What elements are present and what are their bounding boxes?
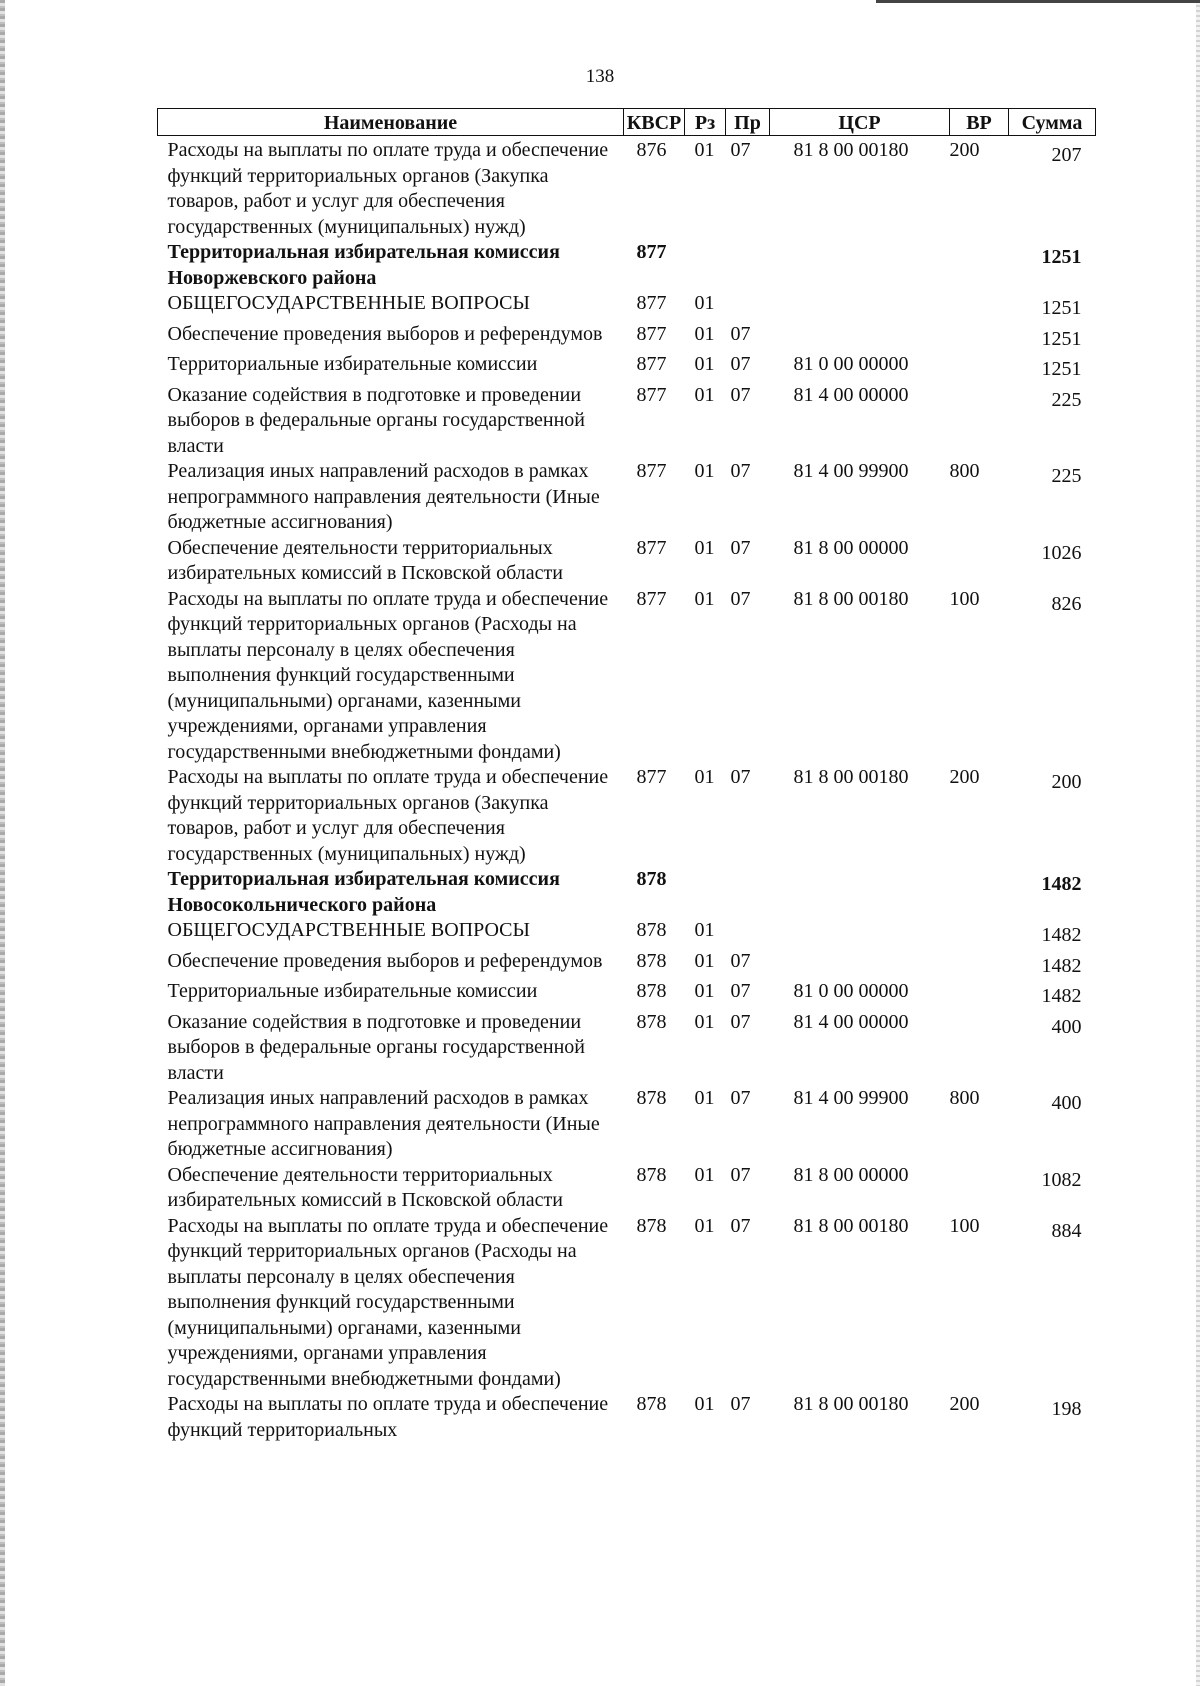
table-row [158,1010,1096,1087]
page-number: 138 [585,66,615,87]
cell-vr [950,291,1009,322]
cell-kvsr: 877 [636,241,667,263]
cell-pr: 07 [730,1393,751,1415]
cell-sum-value: 225 [1051,388,1082,411]
cell-kvsr: 878 [636,980,667,1002]
cell-sum [1009,979,1096,1010]
header-pr: Пр [726,109,770,136]
table-row [158,459,1096,536]
cell-kvsr: 877 [636,322,667,345]
cell-kvsr: 877 [636,383,667,406]
cell-vr [950,979,1009,1010]
cell-vr [950,240,1009,291]
table-row [158,979,1096,1010]
table-row [158,352,1096,383]
cell-pr: 07 [730,460,751,482]
cell-csr: 81 8 00 00180 [793,139,909,161]
cell-vr: 100 [949,1214,980,1237]
cell-kvsr: 878 [636,949,667,972]
cell-sum [1009,383,1096,460]
cell-kvsr: 878 [636,1087,667,1109]
cell-rz: 01 [694,1214,715,1237]
table-row [158,1214,1096,1393]
cell-vr [950,867,1009,918]
cell-name: Территориальная избирательная комиссия Новосокольнического района [167,868,560,916]
header-vr: ВР [950,109,1009,136]
cell-sum-value: 884 [1051,1219,1082,1242]
cell-sum [1009,587,1096,766]
cell-kvsr: 878 [636,868,667,890]
cell-sum [1009,1163,1096,1214]
header-kvsr: КВСР [624,109,685,136]
table-row [158,918,1096,949]
cell-pr: 07 [730,536,751,559]
cell-pr: 07 [730,949,751,972]
cell-rz: 01 [694,139,715,161]
cell-sum [1009,1086,1096,1163]
cell-sum-value: 198 [1051,1398,1082,1420]
table-body [158,136,1096,1444]
cell-sum-value: 1482 [1041,954,1082,977]
cell-name: Обеспечение деятельности территориальных избирательных комиссий в Псковской области [167,1163,563,1211]
cell-sum-value: 1251 [1041,358,1082,380]
cell-pr: 07 [730,1163,751,1186]
cell-sum [1009,949,1096,980]
cell-vr [950,1010,1009,1087]
cell-name: Реализация иных направлений расходов в рамках непрограммного направления деятельности (Иные бюджетные ассигнования) [167,1087,600,1160]
table-row [158,765,1096,867]
cell-kvsr: 877 [636,460,667,482]
header-name: Наименование [158,109,624,136]
cell-sum-value: 1026 [1041,541,1082,564]
cell-name: Территориальные избирательные комиссии [167,980,538,1002]
cell-csr: 81 4 00 00000 [793,383,909,406]
cell-vr: 100 [949,587,980,610]
cell-sum-value: 207 [1051,144,1082,166]
cell-sum [1009,918,1096,949]
cell-csr [770,322,950,353]
cell-sum [1009,291,1096,322]
cell-sum [1009,536,1096,587]
cell-sum [1009,1010,1096,1087]
cell-sum [1009,352,1096,383]
cell-sum-value: 1251 [1041,297,1082,319]
table-row [158,587,1096,766]
cell-rz: 01 [694,353,715,375]
cell-vr: 200 [949,766,980,788]
cell-name: Обеспечение проведения выборов и референдумов [167,322,603,345]
table-row [158,1086,1096,1163]
cell-sum-value: 1251 [1041,246,1082,268]
cell-name: Расходы на выплаты по оплате труда и обеспечение функций территориальных [167,1393,609,1441]
cell-pr: 07 [730,1010,751,1033]
table-row [158,383,1096,460]
cell-rz: 01 [694,536,715,559]
cell-sum-value: 826 [1051,592,1082,615]
table-row [158,136,1096,241]
cell-csr: 81 8 00 00180 [793,766,909,788]
cell-csr: 81 8 00 00000 [793,536,909,559]
cell-csr: 81 8 00 00180 [793,587,909,610]
cell-kvsr: 877 [636,766,667,788]
cell-pr: 07 [730,980,751,1002]
cell-kvsr: 877 [636,536,667,559]
cell-pr: 07 [730,322,751,345]
cell-rz: 01 [694,766,715,788]
cell-rz: 01 [694,1393,715,1415]
cell-pr: 07 [730,766,751,788]
cell-name: Обеспечение проведения выборов и референдумов [167,949,603,972]
cell-vr [950,322,1009,353]
cell-pr [726,867,770,918]
cell-sum-value: 1082 [1041,1168,1082,1191]
cell-csr: 81 8 00 00000 [793,1163,909,1186]
cell-csr: 81 8 00 00180 [793,1393,909,1415]
cell-vr: 200 [949,139,980,161]
cell-name: Оказание содействия в подготовке и проведении выборов в федеральные органы государственной власти [167,383,585,457]
cell-csr: 81 8 00 00180 [793,1214,909,1237]
cell-csr [770,949,950,980]
cell-rz: 01 [694,292,715,314]
cell-sum-value: 1482 [1041,924,1082,946]
cell-rz: 01 [694,322,715,345]
table-row [158,291,1096,322]
cell-sum-value: 200 [1051,771,1082,793]
cell-kvsr: 878 [636,1163,667,1186]
cell-kvsr: 878 [636,919,667,941]
table-row [158,1392,1096,1443]
cell-rz: 01 [694,1010,715,1033]
cell-pr: 07 [730,353,751,375]
cell-rz: 01 [694,460,715,482]
cell-sum-value: 225 [1051,465,1082,487]
table-row [158,1163,1096,1214]
cell-name: Расходы на выплаты по оплате труда и обеспечение функций территориальных органов (Закупка товаров, работ и услуг для обеспечения государственных (муниципальных) нужд) [167,139,609,238]
cell-rz: 01 [694,1087,715,1109]
cell-sum-value: 1251 [1041,327,1082,350]
cell-name: Расходы на выплаты по оплате труда и обеспечение функций территориальных органов (Расходы на выплаты персоналу в целях обеспечения выполнения функций государственными (муниципальными) органами, казенными учреждениями, органами управления государственными внебюджетными фондами) [167,1214,609,1390]
cell-vr [950,1163,1009,1214]
cell-sum [1009,765,1096,867]
cell-rz: 01 [694,980,715,1002]
cell-sum [1009,322,1096,353]
cell-name: ОБЩЕГОСУДАРСТВЕННЫЕ ВОПРОСЫ [167,292,530,314]
cell-sum-value: 400 [1051,1015,1082,1038]
cell-csr: 81 4 00 00000 [793,1010,909,1033]
cell-csr: 81 0 00 00000 [793,980,909,1002]
cell-vr: 800 [949,460,980,482]
cell-pr [726,918,770,949]
cell-name: Расходы на выплаты по оплате труда и обеспечение функций территориальных органов (Расходы на выплаты персоналу в целях обеспечения выполнения функций государственными (муниципальными) органами, казенными учреждениями, органами управления государственными внебюджетными фондами) [167,587,609,763]
cell-kvsr: 877 [636,587,667,610]
cell-name: Обеспечение деятельности территориальных избирательных комиссий в Псковской области [167,536,563,584]
cell-sum [1009,136,1096,241]
table-header-row [158,109,1096,136]
table-row [158,949,1096,980]
cell-vr [950,949,1009,980]
scan-edge-left [0,0,5,1686]
cell-name: Реализация иных направлений расходов в рамках непрограммного направления деятельности (Иные бюджетные ассигнования) [167,460,600,533]
cell-pr: 07 [730,139,751,161]
cell-sum [1009,240,1096,291]
cell-csr: 81 0 00 00000 [793,353,909,375]
cell-sum-value: 1482 [1041,873,1082,895]
cell-pr [726,240,770,291]
cell-pr: 07 [730,1087,751,1109]
cell-sum [1009,459,1096,536]
cell-sum [1009,867,1096,918]
cell-rz: 01 [694,1163,715,1186]
cell-vr: 200 [949,1393,980,1415]
cell-name: Расходы на выплаты по оплате труда и обеспечение функций территориальных органов (Закупка товаров, работ и услуг для обеспечения государственных (муниципальных) нужд) [167,766,609,865]
cell-pr: 07 [730,1214,751,1237]
cell-name: Оказание содействия в подготовке и проведении выборов в федеральные органы государственной власти [167,1010,585,1084]
budget-table [157,108,1096,1443]
cell-rz [685,240,726,291]
table-row-section [158,867,1096,918]
table-row-section [158,240,1096,291]
cell-rz: 01 [694,587,715,610]
cell-rz: 01 [694,919,715,941]
cell-sum-value: 1482 [1041,985,1082,1007]
cell-pr: 07 [730,383,751,406]
cell-pr [726,291,770,322]
cell-vr: 800 [949,1087,980,1109]
scan-edge-right [1196,0,1200,1686]
cell-kvsr: 877 [636,353,667,375]
cell-sum-value: 400 [1051,1092,1082,1114]
cell-rz: 01 [694,949,715,972]
cell-vr [950,918,1009,949]
table-row [158,536,1096,587]
cell-kvsr: 878 [636,1010,667,1033]
header-sum: Сумма [1009,109,1096,136]
cell-csr [770,918,950,949]
cell-csr: 81 4 00 99900 [793,460,909,482]
cell-kvsr: 876 [636,139,667,161]
cell-kvsr: 877 [636,292,667,314]
cell-kvsr: 878 [636,1393,667,1415]
table-row [158,322,1096,353]
cell-vr [950,536,1009,587]
cell-name: ОБЩЕГОСУДАРСТВЕННЫЕ ВОПРОСЫ [167,919,530,941]
cell-vr [950,383,1009,460]
cell-rz [685,867,726,918]
cell-name: Территориальная избирательная комиссия Новоржевского района [167,241,560,289]
header-rz: Рз [685,109,726,136]
cell-name: Территориальные избирательные комиссии [167,353,538,375]
cell-rz: 01 [694,383,715,406]
cell-csr [770,291,950,322]
header-csr: ЦСР [770,109,950,136]
scan-edge-top [876,0,1200,3]
cell-csr [770,240,950,291]
cell-csr [770,867,950,918]
cell-pr: 07 [730,587,751,610]
cell-kvsr: 878 [636,1214,667,1237]
cell-vr [950,352,1009,383]
cell-sum [1009,1214,1096,1393]
cell-sum [1009,1392,1096,1443]
cell-csr: 81 4 00 99900 [793,1087,909,1109]
